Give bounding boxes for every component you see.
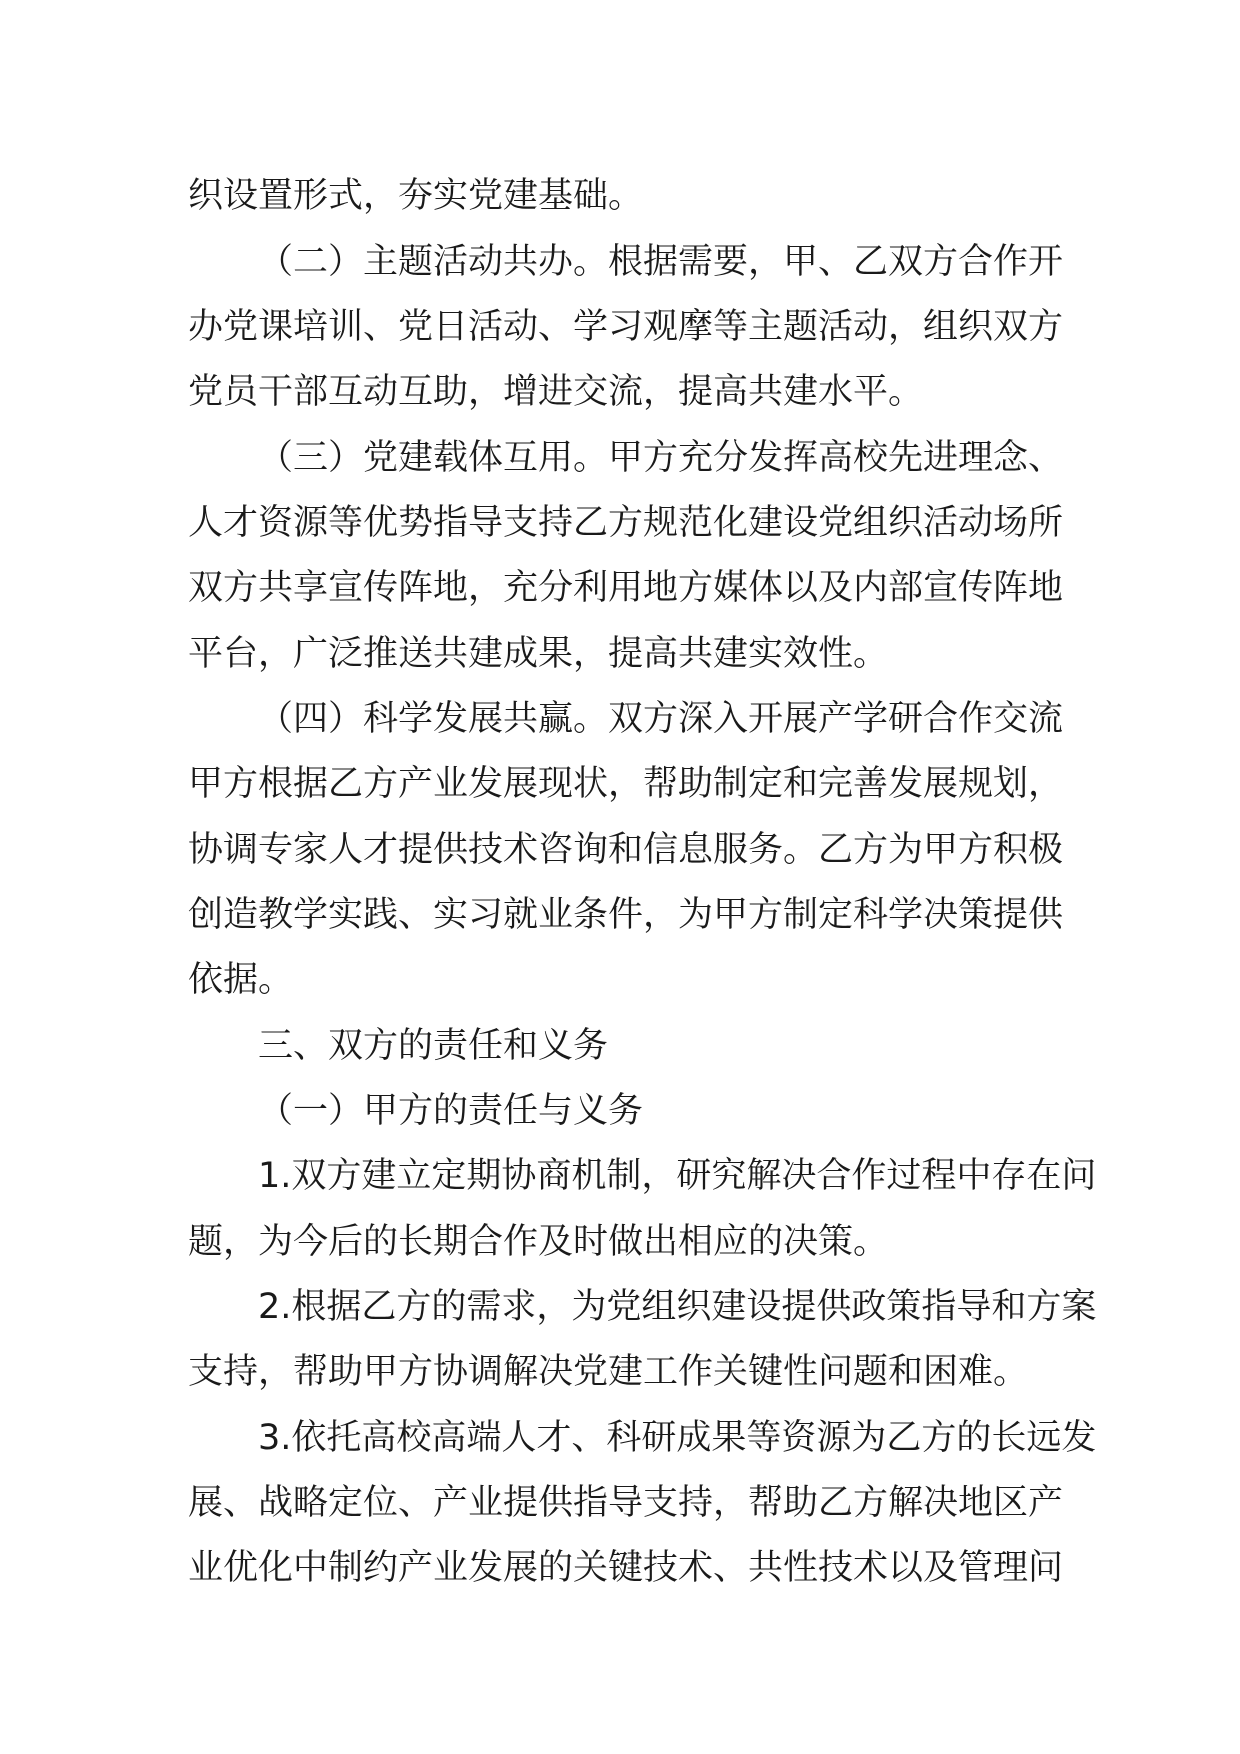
section-3-1-heading: （一）甲方的责任与义务: [258, 1091, 644, 1131]
text-line-3: 办党课培训、党日活动、学习观摩等主题活动，组织双方: [188, 307, 1064, 347]
text-line-4: 党员干部互动互助，增进交流，提高共建水平。: [188, 372, 924, 412]
text-line-1: 织设置形式，夯实党建基础。: [188, 176, 644, 216]
text-line-17: 题，为今后的长期合作及时做出相应的决策。: [188, 1222, 889, 1262]
text-line-8: 平台，广泛推送共建成果，提高共建实效性。: [188, 634, 889, 674]
item-2-line: 2.根据乙方的需求，为党组织建设提供政策指导和方案: [258, 1287, 1097, 1327]
text-line-21: 展、战略定位、产业提供指导支持，帮助乙方解决地区产: [188, 1483, 1064, 1523]
item-1-line: 1.双方建立定期协商机制，研究解决合作过程中存在问: [258, 1156, 1097, 1196]
section-2-3-heading-line: （三）党建载体互用。甲方充分发挥高校先进理念、: [258, 438, 1064, 478]
text-line-12: 创造教学实践、实习就业条件，为甲方制定科学决策提供: [188, 895, 1064, 935]
text-line-10: 甲方根据乙方产业发展现状，帮助制定和完善发展规划，: [188, 764, 1064, 804]
section-2-4-heading-line: （四）科学发展共赢。双方深入开展产学研合作交流: [258, 699, 1064, 739]
text-line-22: 业优化中制约产业发展的关键技术、共性技术以及管理问: [188, 1548, 1064, 1588]
item-3-line: 3.依托高校高端人才、科研成果等资源为乙方的长远发: [258, 1418, 1097, 1458]
text-line-13: 依据。: [188, 960, 294, 1000]
text-line-11: 协调专家人才提供技术咨询和信息服务。乙方为甲方积极: [188, 830, 1064, 870]
text-line-7: 双方共享宣传阵地，充分利用地方媒体以及内部宣传阵地: [188, 568, 1064, 608]
text-line-19: 支持，帮助甲方协调解决党建工作关键性问题和困难。: [188, 1352, 1029, 1392]
text-line-6: 人才资源等优势指导支持乙方规范化建设党组织活动场所: [188, 503, 1064, 543]
section-3-heading: 三、双方的责任和义务: [258, 1026, 609, 1066]
section-2-2-heading-line: （二）主题活动共办。根据需要，甲、乙双方合作开: [258, 242, 1064, 282]
